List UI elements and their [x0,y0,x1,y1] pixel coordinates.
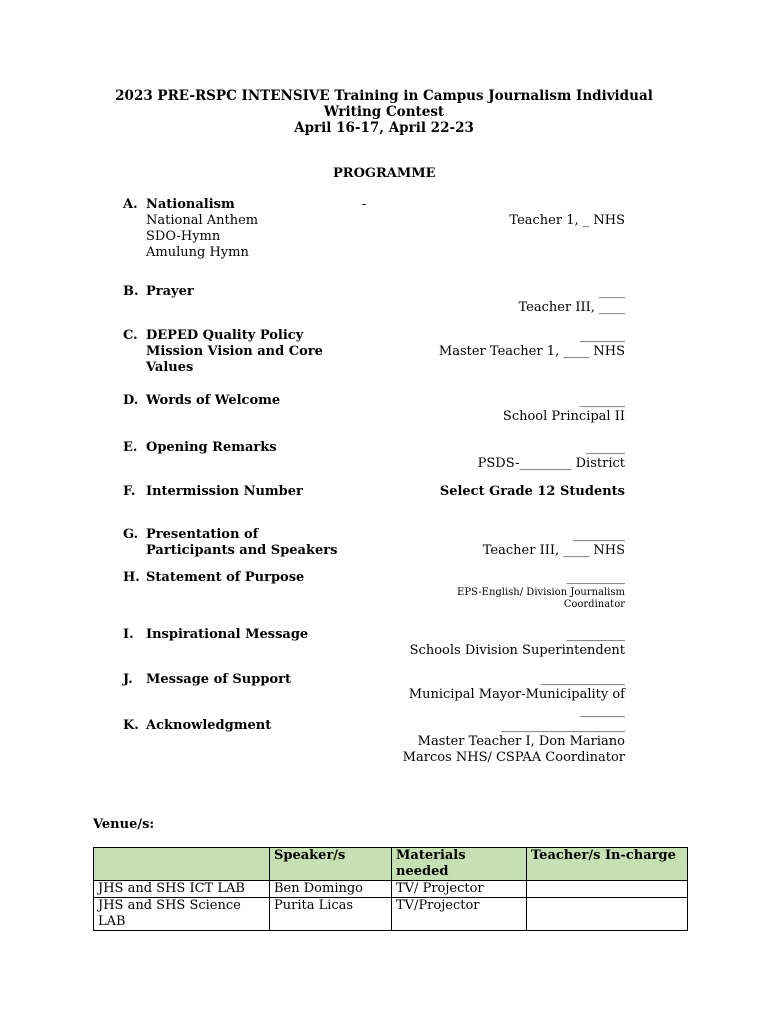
item-i-label: I. Inspirational Message [123,627,309,642]
item-c-label: C. DEPED Quality Policy [123,328,304,343]
item-b-label: B. Prayer [123,284,194,299]
venue-room: JHS and SHS ICT LAB [94,881,270,898]
item-a-person: Teacher 1, _ NHS [509,213,625,228]
item-k-blank: ___________________ [501,718,625,733]
item-d-blank: _______ [579,393,625,408]
item-j-person: Municipal Mayor-Municipality of [408,687,625,702]
venue-header-speakers: Speaker/s [270,848,392,881]
item-j-label: J. Message of Support [123,672,291,687]
item-c-label-3: Values [146,360,194,375]
venue-teacher [527,898,688,931]
item-a-label: A. Nationalism [123,197,235,212]
item-h-label: H. Statement of Purpose [123,570,305,585]
venue-speaker: Ben Domingo [270,881,392,898]
item-c-blank: _______ [579,328,625,343]
item-e-person: PSDS-________ District [477,456,625,471]
venue-table [93,847,688,931]
table-row [94,881,688,898]
item-a-sub-2: SDO-Hymn [146,229,221,244]
item-g-label: G. Presentation of [123,527,259,542]
table-row [94,898,688,931]
venue-table-header-row [94,848,688,881]
item-d-person: School Principal II [502,409,625,424]
venue-header-room [94,848,270,881]
item-j-blank: _____________ [540,671,625,686]
item-f-label: F. Intermission Number [123,484,303,499]
item-k-label: K. Acknowledgment [123,718,272,733]
item-k-person-2: Marcos NHS/ CSPAA Coordinator [402,750,625,765]
event-dates: April 16-17, April 22-23 [294,120,474,136]
document-title-line2: Writing Contest [323,104,445,120]
item-g-label-2: Participants and Speakers [146,543,338,558]
venue-label: Venue/s: [93,817,155,832]
venue-room: JHS and SHS Science LAB [94,898,270,931]
venue-materials: TV/ Projector [392,881,527,898]
item-d-label: D. Words of Welcome [123,393,281,408]
item-g-person: Teacher III, ____ NHS [482,543,625,558]
item-h-blank: _________ [566,570,625,585]
item-g-blank: ________ [573,527,625,542]
item-a-dash: - [362,197,367,212]
item-a-sub-3: Amulung Hymn [146,245,249,260]
programme-heading: PROGRAMME [333,166,436,181]
item-k-person: Master Teacher I, Don Mariano [417,734,625,749]
item-c-person: Master Teacher 1, ____ NHS [438,344,625,359]
item-h-person-2: Coordinator [563,599,625,610]
venue-speaker: Purita Licas [270,898,392,931]
item-a-sub-1: National Anthem [146,213,259,228]
venue-header-teachers: Teacher/s In-charge [527,848,688,881]
venue-header-materials: Materials needed [392,848,527,881]
item-i-blank: _________ [566,627,625,642]
item-h-person: EPS-English/ Division Journalism [457,587,625,598]
venue-teacher [527,881,688,898]
item-b-blank: ____ [599,284,625,299]
item-f-performers: Select Grade 12 Students [439,484,625,499]
item-c-label-2: Mission Vision and Core [146,344,323,359]
item-b-person: Teacher III, ____ [518,300,625,315]
item-j-blank-2: _______ [579,703,625,718]
venue-materials: TV/Projector [392,898,527,931]
item-e-blank: ______ [586,440,625,455]
document-title-line1: 2023 PRE-RSPC INTENSIVE Training in Campus Journalism Individual [115,88,653,104]
item-e-label: E. Opening Remarks [123,440,277,455]
item-i-person: Schools Division Superintendent [409,643,625,658]
